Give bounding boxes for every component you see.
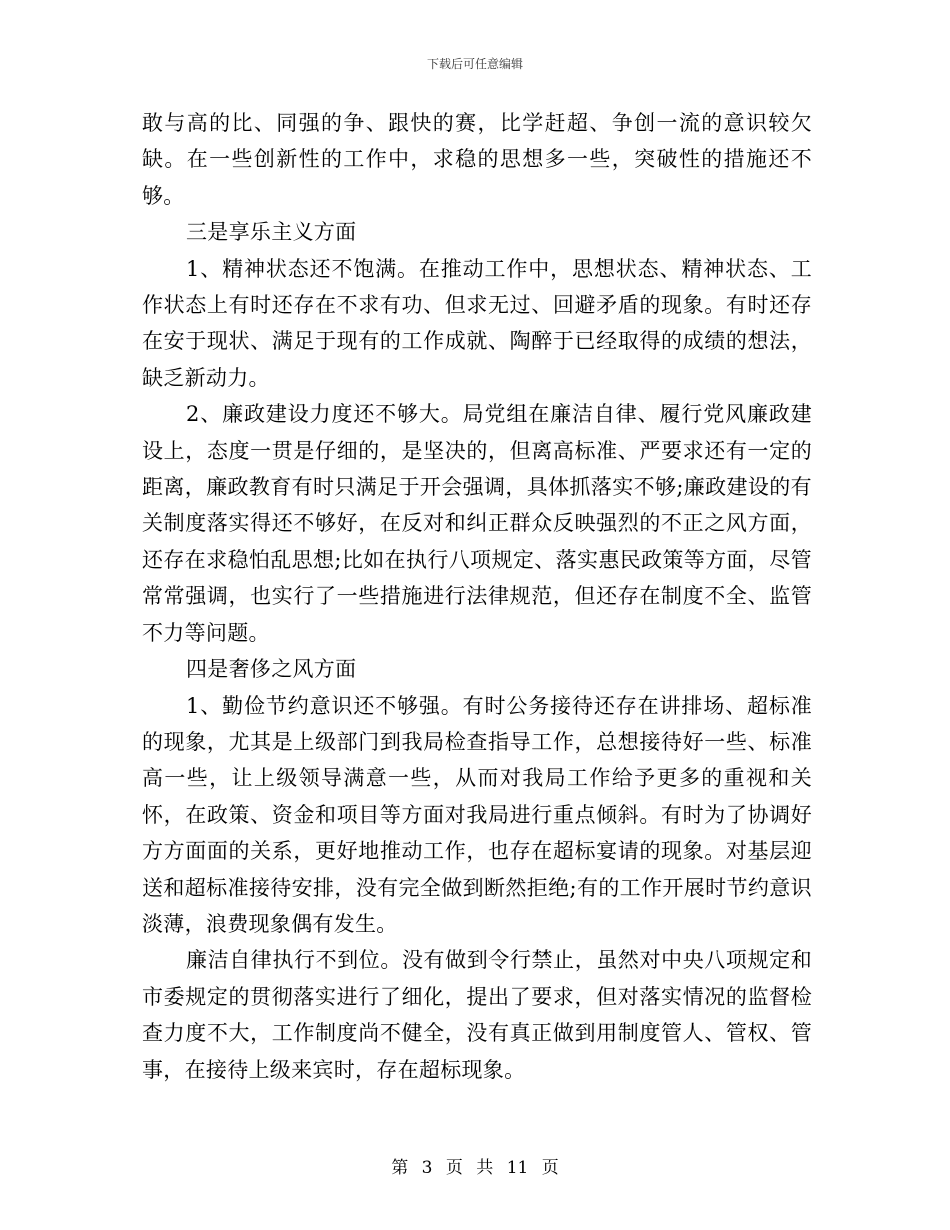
footer-di: 第 [391, 1158, 409, 1178]
footer-gong: 共 [476, 1158, 494, 1178]
section-heading-hedonism: 三是享乐主义方面 [186, 220, 357, 245]
paragraph-frugality: 1、勤俭节约意识还不够强。有时公务接待还存在讲排场、超标准的现象，尤其是上级部门到我局检查指导工作，总想接待好一些、标准高一些，让上级领导满意一些，从而对我局工作给予更多的重视和关怀，在政策、资金和项目等方面对我局进行重点倾斜。有时为了协调好方方面面的关系，更好地推动工作，也存在超标宴请的现象。对基层迎送和超标准接待安排，没有完全做到断然拒绝;有的工作开展时节约意识淡薄，浪费现象偶有发生。 [142, 693, 812, 936]
page-footer [0, 1153, 950, 1178]
page-header: 下载后可任意编辑 [426, 57, 523, 71]
document-body [142, 105, 812, 1088]
paragraph-self-discipline: 廉洁自律执行不到位。没有做到令行禁止，虽然对中央八项规定和市委规定的贯彻落实进行了细化，提出了要求，但对落实情况的监督检查力度不大，工作制度尚不健全，没有真正做到用制度管人、管权、管事，在接待上级来宾时，存在超标现象。 [142, 948, 812, 1082]
footer-ye-2: 页 [541, 1158, 559, 1178]
footer-ye: 页 [445, 1158, 463, 1178]
paragraph-spirit-state: 1、精神状态还不饱满。在推动工作中，思想状态、精神状态、工作状态上有时还存在不求有功、但求无过、回避矛盾的现象。有时还存在安于现状、满足于现有的工作成就、陶醉于已经取得的成绩的想法，缺乏新动力。 [142, 256, 812, 390]
footer-total-pages: 11 [506, 1158, 529, 1178]
paragraph-continuation: 敢与高的比、同强的争、跟快的赛，比学赶超、争创一流的意识较欠缺。在一些创新性的工作中，求稳的思想多一些，突破性的措施还不够。 [142, 111, 812, 208]
section-heading-extravagance: 四是奢侈之风方面 [186, 657, 357, 682]
paragraph-integrity-building: 2、廉政建设力度还不够大。局党组在廉洁自律、履行党风廉政建设上，态度一贯是仔细的，是坚决的，但离高标准、严要求还有一定的距离，廉政教育有时只满足于开会强调，具体抓落实不够;廉政建设的有关制度落实得还不够好，在反对和纠正群众反映强烈的不正之风方面，还存在求稳怕乱思想;比如在执行八项规定、落实惠民政策等方面，尽管常常强调，也实行了一些措施进行法律规范，但还存在制度不全、监管不力等问题。 [142, 402, 812, 645]
footer-page-number: 3 [421, 1158, 433, 1178]
